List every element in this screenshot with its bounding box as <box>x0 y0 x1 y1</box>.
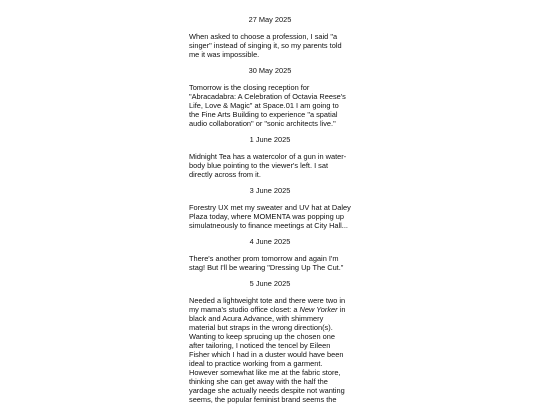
journal-entry <box>189 279 351 404</box>
entry-text-part: in black and Acura Advance, with shimmery material but straps in the wrong direction(s). Wanting to keep sprucing up the chosen one after tailoring, I noticed the tencel by Eileen Fisher which I had in a duster would have been ideal to practice working from a garment. However somewhat like me at the fabric store, thinking she can get away with the half the yardage she actually needs despite not wanting seems, the popular feminist brand seems the <box>189 305 346 404</box>
publication-title: New Yorker <box>299 305 338 314</box>
entry-text <box>189 296 351 404</box>
entry-date: 4 June 2025 <box>249 237 291 246</box>
entry-text: Forestry UX met my sweater and UV hat at Daley Plaza today, where MOMENTA was popping up simulatneously to finance meetings at City Hall... <box>189 203 351 230</box>
entry-date: 1 June 2025 <box>249 135 291 144</box>
journal-entry <box>189 135 351 179</box>
entry-text: When asked to choose a profession, I said "a singer" instead of singing it, so my parents told me it was impossible. <box>189 32 342 59</box>
entry-text: Midnight Tea has a watercolor of a gun in water-body blue pointing to the viewer's left. I sat directly across from it. <box>189 152 347 179</box>
entry-text: Tomorrow is the closing reception for "Abracadabra: A Celebration of Octavia Reese's Life, Love & Magic" at Space.01 I am going to the Fine Arts Building to experience "a spatial audio collaboration" or "sonic architects live." <box>189 83 346 128</box>
journal-entry <box>189 15 351 59</box>
journal-entry <box>189 237 351 272</box>
entry-date: 27 May 2025 <box>248 15 292 24</box>
entry-text-part: Needed a lightweight tote and there were two in my mama's studio office closet: a <box>189 296 346 314</box>
entry-date: 30 May 2025 <box>248 66 292 75</box>
journal-entry <box>189 66 351 128</box>
journal-column <box>189 15 351 411</box>
entry-text: There's another prom tomorrow and again I'm stag! But I'll be wearing "Dressing Up The Cut." <box>189 254 344 272</box>
journal-entry <box>189 186 351 230</box>
entry-date: 3 June 2025 <box>249 186 291 195</box>
entry-date: 5 June 2025 <box>249 279 291 288</box>
